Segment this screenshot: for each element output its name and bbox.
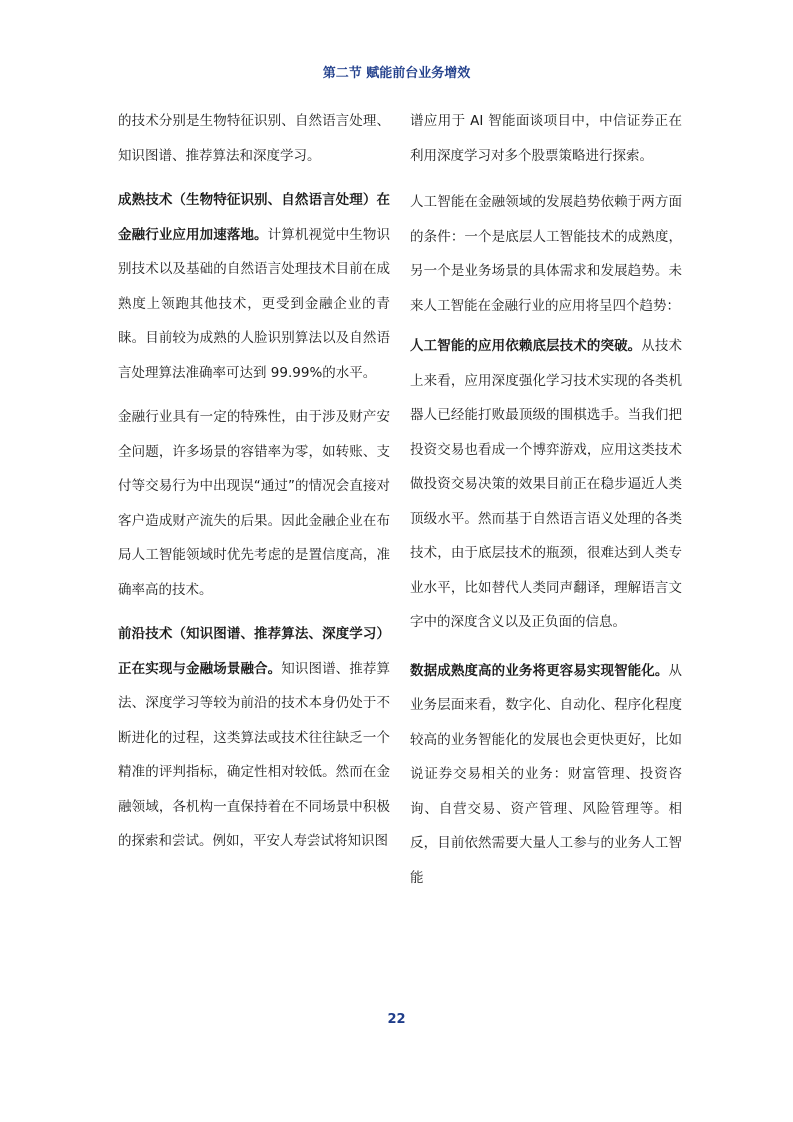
paragraph [410, 654, 682, 896]
paragraph-text: 从技术上来看，应用深度强化学习技术实现的各类机器人已经能打败最顶级的围棋选手。当我们把投资交易也看成一个博弈游戏，应用这类技术做投资交易决策的效果目前正在稳步逼近人类顶级水平。然而基于自然语言语义处理的各类技术，由于底层技术的瓶颈，很难达到人类专业水平，比如替代人类同声翻译，理解语言文字中的深度含义以及正负面的信息。 [410, 338, 683, 630]
paragraph [410, 329, 682, 640]
paragraph [118, 104, 390, 173]
paragraph-lead: 人工智能的应用依赖底层技术的突破。 [410, 338, 642, 354]
paragraph-lead: 前沿技术（知识图谱、推荐算法、深度学习）正在实现与金融场景融合。 [118, 626, 390, 677]
paragraph-text: 知识图谱、推荐算法、深度学习等较为前沿的技术本身仍处于不断进化的过程，这类算法或技术往往缺乏一个精准的评判指标，确定性相对较低。然而在金融领域，各机构一直保持着在不同场景中积极的探索和尝试。例如，平安人寿尝试将知识图 [118, 660, 391, 849]
paragraph-text: 人工智能在金融领域的发展趋势依赖于两方面的条件：一个是底层人工智能技术的成熟度，另一个是业务场景的具体需求和发展趋势。未来人工智能在金融行业的应用将呈四个趋势： [410, 194, 682, 314]
page-number: 22 [387, 1012, 406, 1027]
paragraph-text: 计算机视觉中生物识别技术以及基础的自然语言处理技术目前在成熟度上领跑其他技术，更受到金融企业的青睐。目前较为成熟的人脸识别算法以及自然语言处理算法准确率可达到 99.99%的水平。 [118, 226, 391, 381]
paragraph [410, 185, 682, 323]
paragraph [118, 617, 390, 859]
paragraph-text: 金融行业具有一定的特殊性，由于涉及财产安全问题，许多场景的容错率为零，如转账、支付等交易行为中出现误“通过”的情况会直接对客户造成财产流失的后果。因此金融企业在布局人工智能领域时优先考虑的是置信度高，准确率高的技术。 [118, 409, 390, 598]
right-column [410, 104, 682, 895]
paragraph [118, 400, 390, 607]
left-column [118, 104, 390, 859]
page-header: 第二节 赋能前台业务增效 [322, 66, 471, 81]
paragraph-lead: 成熟技术（生物特征识别、自然语言处理）在金融行业应用加速落地。 [118, 192, 390, 243]
paragraph [118, 183, 390, 390]
paragraph-text: 的技术分别是生物特征识别、自然语言处理、知识图谱、推荐算法和深度学习。 [118, 113, 390, 164]
paragraph-lead: 数据成熟度高的业务将更容易实现智能化。 [410, 662, 669, 679]
paragraph-text: 从业务层面来看，数字化、自动化、程序化程度较高的业务智能化的发展也会更快更好，比如说证券交易相关的业务：财富管理、投资咨询、自营交易、资产管理、风险管理等。相反，目前依然需要大量人工参与的业务人工智能 [410, 662, 682, 886]
paragraph-text: 谱应用于 AI 智能面谈项目中，中信证券正在利用深度学习对多个股票策略进行探索。 [410, 113, 682, 164]
paragraph [410, 104, 682, 173]
